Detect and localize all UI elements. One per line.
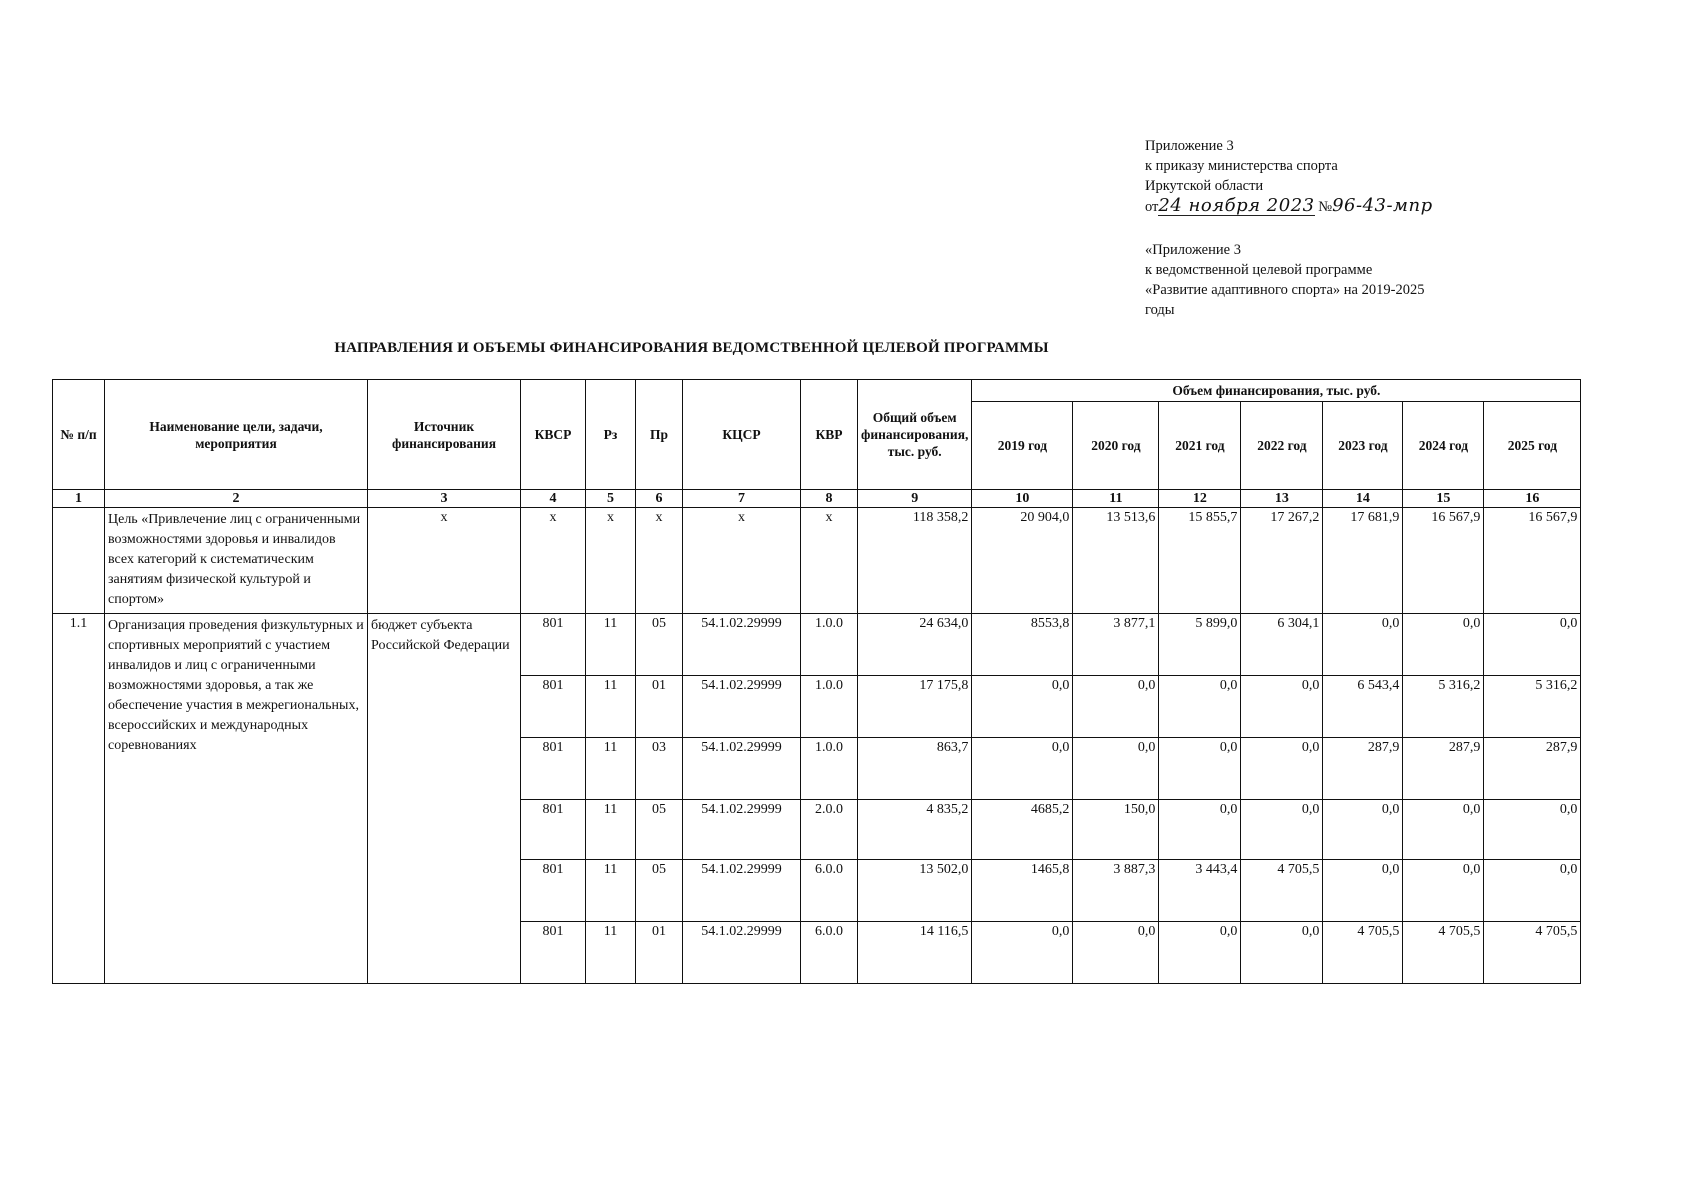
row-kcsr: 54.1.02.29999 <box>683 922 801 984</box>
row-year-value: 5 316,2 <box>1403 676 1484 738</box>
row-year-value: 4 705,5 <box>1403 922 1484 984</box>
row-year-value: 3 443,4 <box>1159 860 1241 922</box>
row-pr: 01 <box>636 922 683 984</box>
row-year-value: 0,0 <box>1403 860 1484 922</box>
column-number: 14 <box>1323 490 1403 508</box>
row-year-value: 0,0 <box>1484 800 1581 860</box>
row-year-value: 4 705,5 <box>1484 922 1581 984</box>
row-year-value: 0,0 <box>1403 800 1484 860</box>
header-year: 2024 год <box>1403 402 1484 490</box>
row-year-value: 0,0 <box>1323 614 1403 676</box>
row-total: 17 175,8 <box>858 676 972 738</box>
goal-num <box>53 508 105 614</box>
row-year-value: 3 877,1 <box>1073 614 1159 676</box>
order-line-1: Приложение 3 <box>1145 138 1234 154</box>
row-total: 14 116,5 <box>858 922 972 984</box>
row-year-value: 0,0 <box>1159 738 1241 800</box>
activity-source: бюджет субъекта Российской Федерации <box>368 614 521 984</box>
program-reference-block <box>1145 240 1485 320</box>
row-year-value: 0,0 <box>1159 922 1241 984</box>
row-rz: 11 <box>586 676 636 738</box>
goal-pr: х <box>636 508 683 614</box>
goal-year-value: 16 567,9 <box>1403 508 1484 614</box>
row-rz: 11 <box>586 800 636 860</box>
from-prefix: от <box>1145 199 1159 215</box>
program-line-1: «Приложение 3 <box>1145 242 1241 258</box>
column-number: 2 <box>105 490 368 508</box>
column-number: 5 <box>586 490 636 508</box>
row-year-value: 1465,8 <box>972 860 1073 922</box>
row-year-value: 6 543,4 <box>1323 676 1403 738</box>
row-kvr: 1.0.0 <box>801 676 858 738</box>
row-year-value: 0,0 <box>1241 922 1323 984</box>
row-pr: 05 <box>636 860 683 922</box>
row-year-value: 287,9 <box>1323 738 1403 800</box>
row-kvsr: 801 <box>521 922 586 984</box>
activity-row <box>53 614 1581 676</box>
row-kvsr: 801 <box>521 860 586 922</box>
column-number: 4 <box>521 490 586 508</box>
header-year: 2023 год <box>1323 402 1403 490</box>
financing-table <box>52 379 1581 984</box>
row-year-value: 0,0 <box>972 738 1073 800</box>
activity-name: Организация проведения физкультурных и спортивных мероприятий с участием инвалидов и лиц с ограниченными возможностями здоровья, а так же обеспечение участия в межрегиональных, всероссийских и международных соревнованиях <box>105 614 368 984</box>
goal-year-value: 20 904,0 <box>972 508 1073 614</box>
order-line-3: Иркутской области <box>1145 178 1264 194</box>
row-year-value: 0,0 <box>1241 676 1323 738</box>
column-number: 1 <box>53 490 105 508</box>
row-kcsr: 54.1.02.29999 <box>683 676 801 738</box>
program-line-4: годы <box>1145 302 1175 318</box>
row-year-value: 0,0 <box>1241 800 1323 860</box>
number-prefix: № <box>1318 199 1333 215</box>
column-number: 6 <box>636 490 683 508</box>
row-year-value: 6 304,1 <box>1241 614 1323 676</box>
goal-kvsr: х <box>521 508 586 614</box>
row-year-value: 0,0 <box>972 922 1073 984</box>
goal-year-value: 16 567,9 <box>1484 508 1581 614</box>
header-year: 2025 год <box>1484 402 1581 490</box>
row-pr: 05 <box>636 800 683 860</box>
header-year: 2020 год <box>1073 402 1159 490</box>
row-rz: 11 <box>586 614 636 676</box>
row-rz: 11 <box>586 738 636 800</box>
row-total: 863,7 <box>858 738 972 800</box>
row-year-value: 8553,8 <box>972 614 1073 676</box>
column-number: 8 <box>801 490 858 508</box>
program-line-3: «Развитие адаптивного спорта» на 2019-2025 <box>1145 282 1425 298</box>
row-pr: 01 <box>636 676 683 738</box>
row-year-value: 0,0 <box>972 676 1073 738</box>
row-year-value: 287,9 <box>1484 738 1581 800</box>
column-number: 16 <box>1484 490 1581 508</box>
row-kvsr: 801 <box>521 676 586 738</box>
row-year-value: 0,0 <box>1323 800 1403 860</box>
goal-year-value: 13 513,6 <box>1073 508 1159 614</box>
column-number: 7 <box>683 490 801 508</box>
row-year-value: 0,0 <box>1241 738 1323 800</box>
goal-year-value: 15 855,7 <box>1159 508 1241 614</box>
row-year-value: 0,0 <box>1159 800 1241 860</box>
row-year-value: 4 705,5 <box>1323 922 1403 984</box>
header-num: № п/п <box>53 380 105 490</box>
row-kcsr: 54.1.02.29999 <box>683 738 801 800</box>
row-year-value: 0,0 <box>1403 614 1484 676</box>
row-rz: 11 <box>586 922 636 984</box>
goal-name: Цель «Привлечение лиц с ограниченными возможностями здоровья и инвалидов всех категорий к систематическим занятиям физической культурой и спортом» <box>105 508 368 614</box>
row-year-value: 4 705,5 <box>1241 860 1323 922</box>
header-funding: Объем финансирования, тыс. руб. <box>972 380 1581 402</box>
row-pr: 05 <box>636 614 683 676</box>
goal-total: 118 358,2 <box>858 508 972 614</box>
row-rz: 11 <box>586 860 636 922</box>
order-reference-block <box>1145 136 1485 218</box>
header-kvr: КВР <box>801 380 858 490</box>
header-total: Общий объем финансирования, тыс. руб. <box>858 380 972 490</box>
row-kvsr: 801 <box>521 614 586 676</box>
handwritten-date: 24 ноября 2023 <box>1158 195 1315 216</box>
column-number: 13 <box>1241 490 1323 508</box>
row-year-value: 0,0 <box>1323 860 1403 922</box>
program-line-2: к ведомственной целевой программе <box>1145 262 1373 278</box>
row-year-value: 0,0 <box>1159 676 1241 738</box>
row-year-value: 0,0 <box>1073 738 1159 800</box>
handwritten-number: 96-43-мпр <box>1332 195 1433 216</box>
column-number: 11 <box>1073 490 1159 508</box>
activity-num: 1.1 <box>53 614 105 984</box>
header-name: Наименование цели, задачи, мероприятия <box>105 380 368 490</box>
row-kcsr: 54.1.02.29999 <box>683 614 801 676</box>
column-number: 9 <box>858 490 972 508</box>
row-kvr: 6.0.0 <box>801 922 858 984</box>
goal-kcsr: х <box>683 508 801 614</box>
row-year-value: 0,0 <box>1484 860 1581 922</box>
row-year-value: 5 899,0 <box>1159 614 1241 676</box>
header-year: 2019 год <box>972 402 1073 490</box>
header-kvsr: КВСР <box>521 380 586 490</box>
row-total: 4 835,2 <box>858 800 972 860</box>
header-source: Источник финансирования <box>368 380 521 490</box>
goal-kvr: х <box>801 508 858 614</box>
row-year-value: 5 316,2 <box>1484 676 1581 738</box>
row-year-value: 0,0 <box>1073 676 1159 738</box>
document-title: НАПРАВЛЕНИЯ И ОБЪЕМЫ ФИНАНСИРОВАНИЯ ВЕДОМСТВЕННОЙ ЦЕЛЕВОЙ ПРОГРАММЫ <box>334 340 1049 356</box>
column-number: 10 <box>972 490 1073 508</box>
header-year: 2021 год <box>1159 402 1241 490</box>
row-year-value: 287,9 <box>1403 738 1484 800</box>
row-total: 24 634,0 <box>858 614 972 676</box>
column-number: 12 <box>1159 490 1241 508</box>
row-kvsr: 801 <box>521 738 586 800</box>
header-kcsr: КЦСР <box>683 380 801 490</box>
row-year-value: 3 887,3 <box>1073 860 1159 922</box>
goal-rz: х <box>586 508 636 614</box>
column-number: 3 <box>368 490 521 508</box>
row-year-value: 0,0 <box>1484 614 1581 676</box>
row-year-value: 4685,2 <box>972 800 1073 860</box>
row-kvr: 1.0.0 <box>801 614 858 676</box>
header-rz: Рз <box>586 380 636 490</box>
goal-source: х <box>368 508 521 614</box>
goal-year-value: 17 681,9 <box>1323 508 1403 614</box>
row-kcsr: 54.1.02.29999 <box>683 860 801 922</box>
goal-year-value: 17 267,2 <box>1241 508 1323 614</box>
row-year-value: 0,0 <box>1073 922 1159 984</box>
row-kvr: 1.0.0 <box>801 738 858 800</box>
goal-row <box>53 508 1581 614</box>
row-total: 13 502,0 <box>858 860 972 922</box>
row-year-value: 150,0 <box>1073 800 1159 860</box>
order-date-number-line <box>1145 196 1485 218</box>
column-number: 15 <box>1403 490 1484 508</box>
header-year: 2022 год <box>1241 402 1323 490</box>
row-kcsr: 54.1.02.29999 <box>683 800 801 860</box>
row-kvr: 2.0.0 <box>801 800 858 860</box>
order-line-2: к приказу министерства спорта <box>1145 158 1338 174</box>
header-pr: Пр <box>636 380 683 490</box>
row-pr: 03 <box>636 738 683 800</box>
row-kvsr: 801 <box>521 800 586 860</box>
row-kvr: 6.0.0 <box>801 860 858 922</box>
